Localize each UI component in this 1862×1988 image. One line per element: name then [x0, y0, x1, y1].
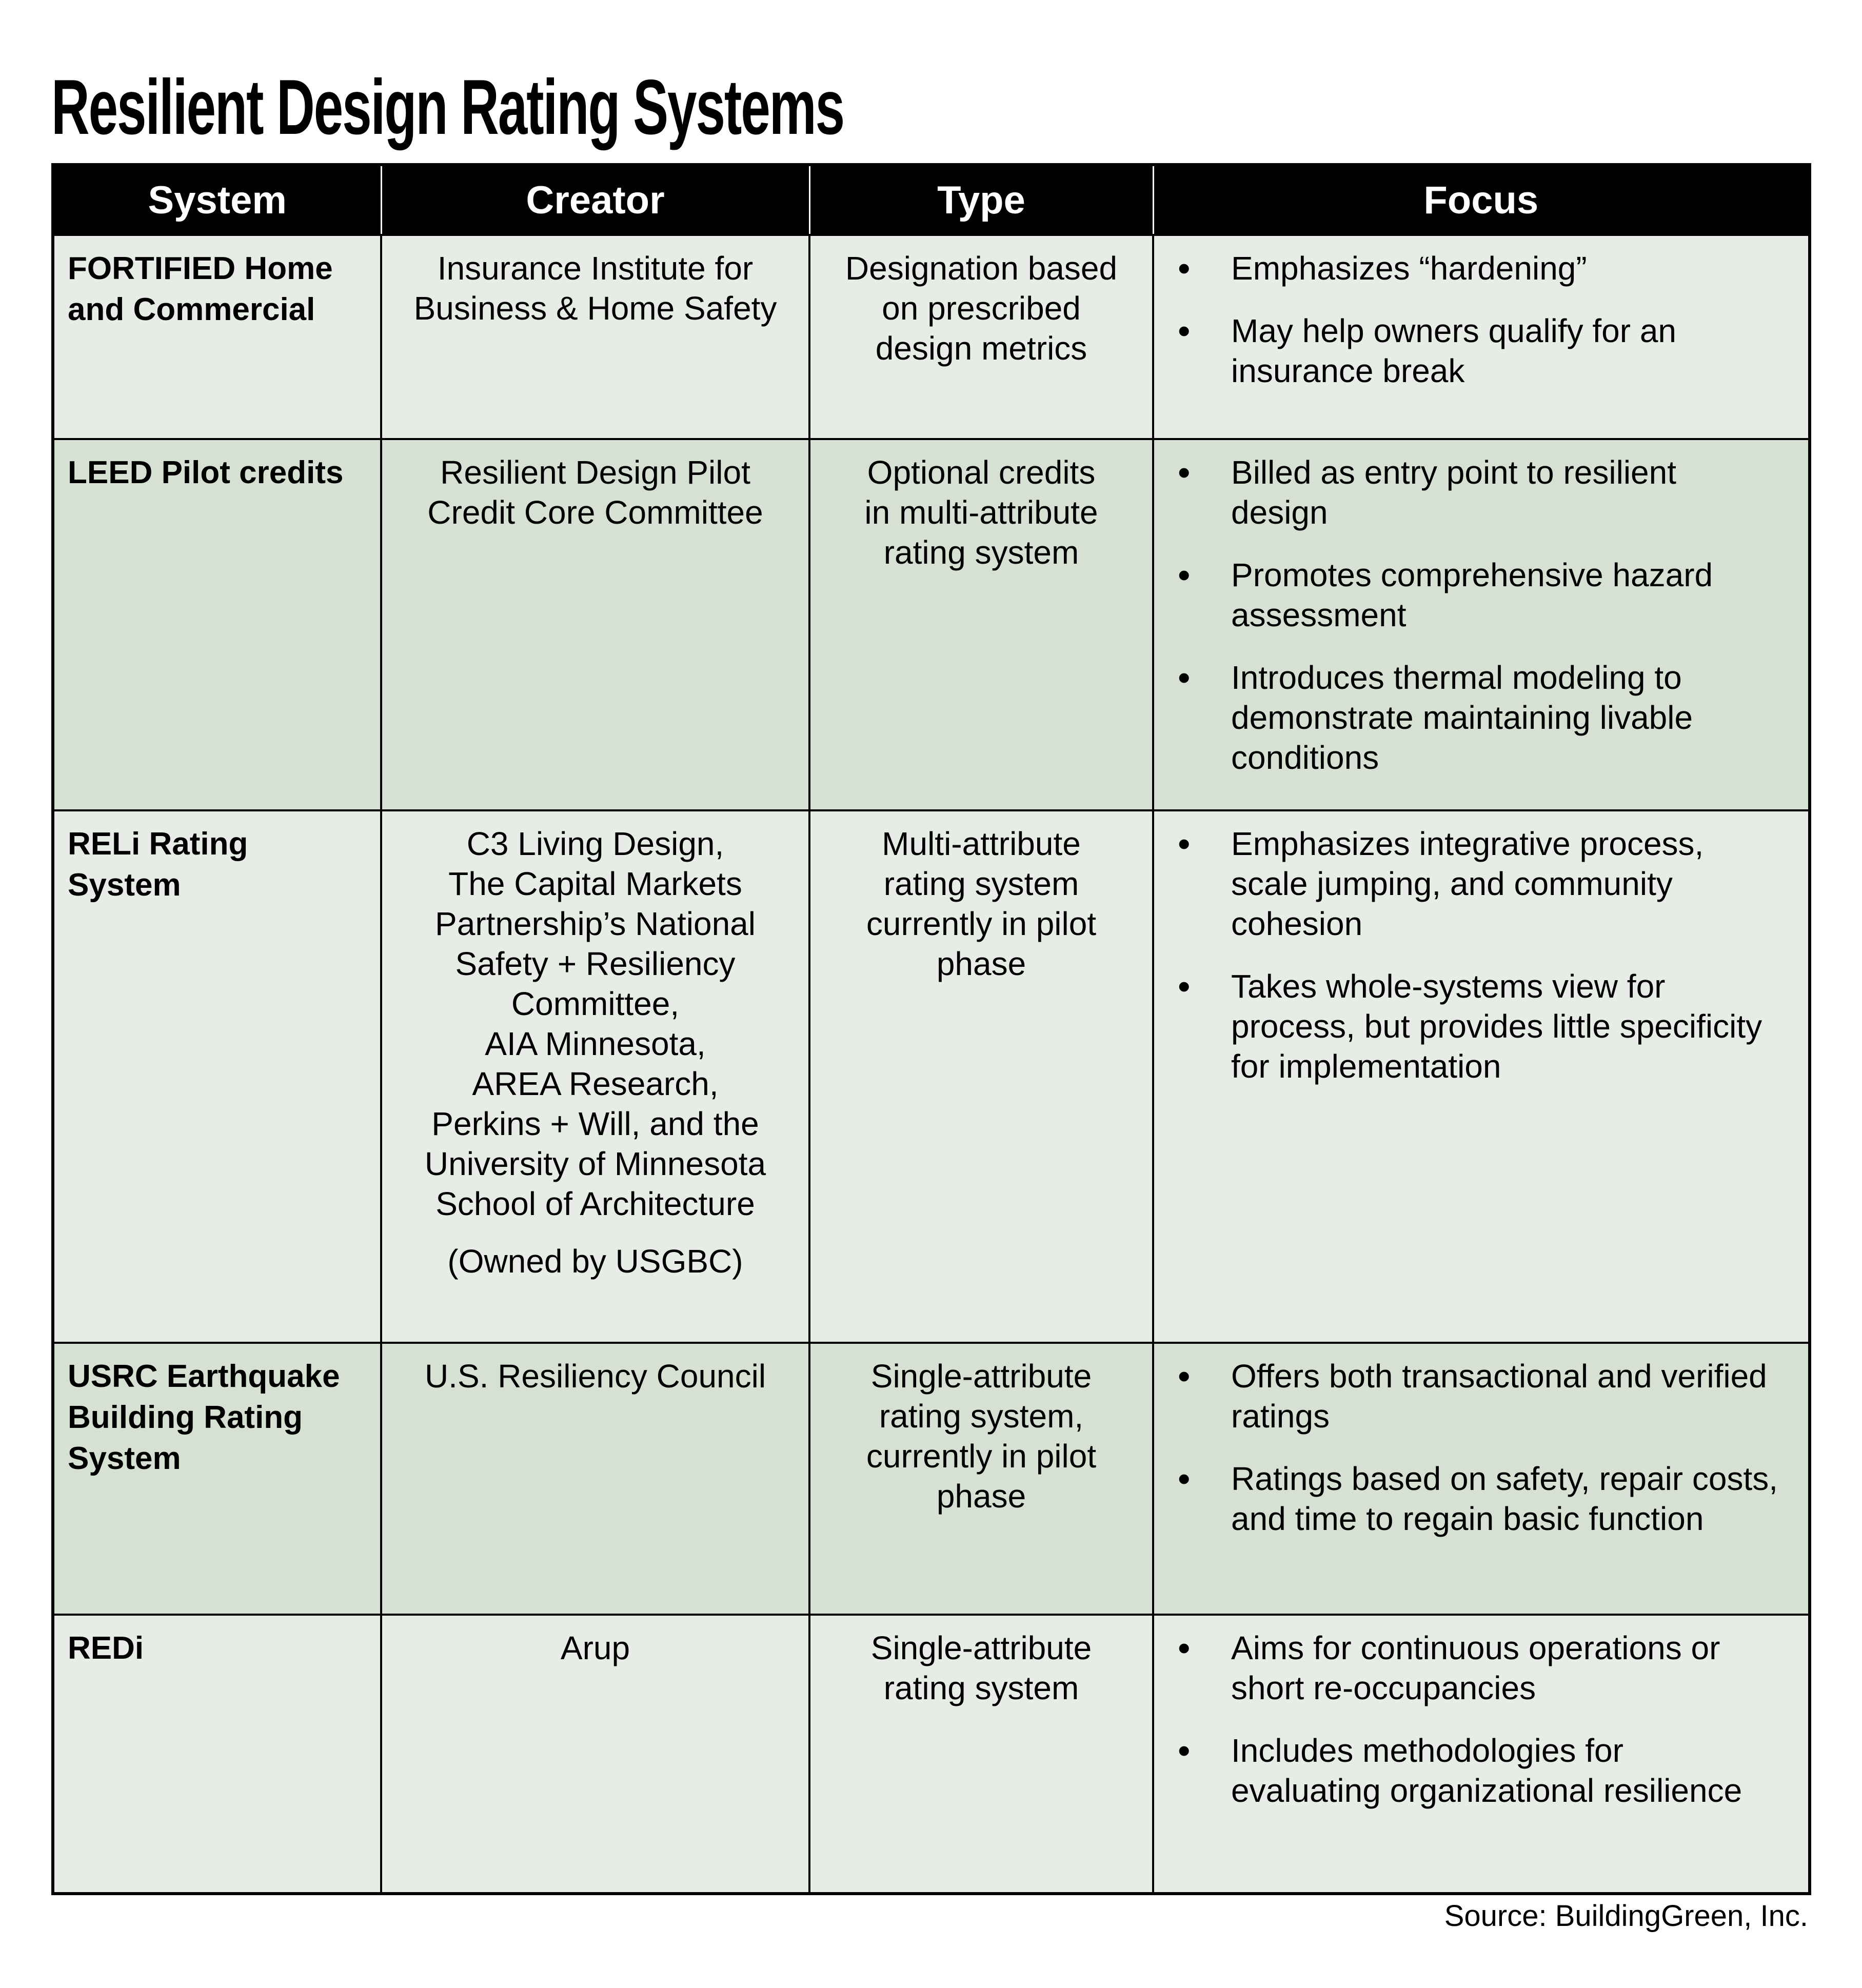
header-row: [53, 165, 1810, 235]
type-line: on prescribed: [882, 290, 1081, 327]
cell-system: [53, 235, 381, 439]
creator-line: School of Architecture: [435, 1185, 755, 1222]
cell-focus: [1153, 810, 1810, 1343]
bullet-item: [1178, 1731, 1779, 1811]
creator-line: Resilient Design Pilot: [440, 454, 750, 491]
bullet-item: [1178, 966, 1779, 1086]
column-header-creator: Creator: [381, 165, 809, 235]
column-header-system: System: [53, 165, 381, 235]
bullet-item: [1178, 1459, 1779, 1539]
focus-bullet-text: Emphasizes integrative process, scale jumping, and community cohesion: [1231, 825, 1704, 942]
system-name-line: RELi Rating: [68, 826, 248, 862]
system-name-line: System: [68, 1441, 181, 1476]
bullet-icon: •: [1178, 1356, 1191, 1396]
creator-line: U.S. Resiliency Council: [424, 1358, 766, 1395]
creator-line: Insurance Institute for: [437, 250, 754, 287]
bullet-icon: •: [1178, 248, 1191, 288]
bullet-item: [1178, 658, 1779, 778]
focus-bullet-text: Emphasizes “hardening”: [1231, 250, 1587, 287]
table-row: [53, 235, 1810, 439]
bullet-item: [1178, 555, 1779, 635]
creator-line: AIA Minnesota,: [485, 1025, 706, 1062]
creator-line: Credit Core Committee: [427, 494, 763, 531]
rating-systems-table: [51, 163, 1811, 1895]
bullet-item: [1178, 311, 1779, 391]
system-name-line: USRC Earthquake: [68, 1359, 340, 1394]
creator-line: Partnership’s National: [435, 905, 756, 942]
cell-system: [53, 439, 381, 810]
type-line: phase: [936, 945, 1026, 982]
system-name-line: System: [68, 867, 181, 903]
page-title: Resilient Design Rating Systems: [51, 64, 844, 151]
table-row: [53, 1343, 1810, 1615]
table-row: [53, 810, 1810, 1343]
bullet-icon: •: [1178, 555, 1191, 595]
bullet-icon: •: [1178, 311, 1191, 351]
bullet-icon: •: [1178, 452, 1191, 492]
focus-bullet-text: May help owners qualify for an insurance break: [1231, 312, 1676, 389]
type-line: Single-attribute: [870, 1358, 1092, 1395]
column-header-focus: Focus: [1153, 165, 1810, 235]
cell-type: [809, 235, 1153, 439]
focus-bullet-text: Billed as entry point to resilient design: [1231, 454, 1676, 531]
bullet-item: [1178, 824, 1779, 944]
creator-spacer: [391, 1224, 799, 1241]
table-body: [53, 235, 1810, 1894]
system-name-line: LEED Pilot credits: [68, 455, 344, 490]
creator-line: Committee,: [511, 985, 680, 1022]
type-line: in multi-attribute: [864, 494, 1098, 531]
cell-type: [809, 1343, 1153, 1615]
focus-bullet-text: Includes methodologies for evaluating organizational resilience: [1231, 1732, 1742, 1809]
cell-type: [809, 439, 1153, 810]
cell-system: [53, 1343, 381, 1615]
cell-focus: [1153, 439, 1810, 810]
system-name-line: Building Rating: [68, 1400, 303, 1435]
cell-system: [53, 1615, 381, 1894]
bullet-icon: •: [1178, 1628, 1191, 1668]
bullet-item: [1178, 452, 1779, 532]
focus-bullet-text: Introduces thermal modeling to demonstrate maintaining livable conditions: [1231, 659, 1693, 776]
cell-focus: [1153, 1615, 1810, 1894]
focus-bullet-text: Offers both transactional and verified ratings: [1231, 1358, 1767, 1435]
type-line: Optional credits: [867, 454, 1096, 491]
creator-line: University of Minnesota: [424, 1145, 766, 1182]
type-line: currently in pilot: [866, 1438, 1097, 1475]
cell-creator: [381, 810, 809, 1343]
system-name-line: and Commercial: [68, 292, 315, 327]
source-note: Source: BuildingGreen, Inc.: [1444, 1899, 1808, 1933]
cell-creator: [381, 235, 809, 439]
table-header-row: [53, 165, 1810, 235]
creator-line: Safety + Resiliency: [455, 945, 736, 982]
cell-focus: [1153, 1343, 1810, 1615]
type-line: currently in pilot: [866, 905, 1097, 942]
cell-system: [53, 810, 381, 1343]
creator-line: C3 Living Design,: [466, 825, 724, 862]
type-line: rating system,: [879, 1398, 1084, 1435]
type-line: rating system: [883, 534, 1079, 571]
cell-creator: [381, 1615, 809, 1894]
focus-bullet-text: Ratings based on safety, repair costs, and time to regain basic function: [1231, 1460, 1778, 1537]
cell-type: [809, 810, 1153, 1343]
cell-creator: [381, 1343, 809, 1615]
focus-bullet-text: Aims for continuous operations or short re-occupancies: [1231, 1629, 1720, 1706]
system-name-line: REDi: [68, 1631, 144, 1666]
bullet-icon: •: [1178, 824, 1191, 864]
type-line: rating system: [883, 1669, 1079, 1706]
type-line: Single-attribute: [870, 1629, 1092, 1666]
creator-line: (Owned by USGBC): [447, 1243, 743, 1280]
type-line: phase: [936, 1478, 1026, 1515]
bullet-item: [1178, 1356, 1779, 1436]
table-row: [53, 439, 1810, 810]
cell-creator: [381, 439, 809, 810]
type-line: Multi-attribute: [882, 825, 1081, 862]
cell-focus: [1153, 235, 1810, 439]
focus-bullet-text: Takes whole-systems view for process, but provides little specificity for implementation: [1231, 968, 1762, 1085]
bullet-item: [1178, 248, 1779, 288]
creator-line: Arup: [560, 1629, 630, 1666]
column-header-type: Type: [809, 165, 1153, 235]
creator-line: AREA Research,: [472, 1065, 719, 1102]
creator-line: Business & Home Safety: [413, 290, 777, 327]
bullet-icon: •: [1178, 966, 1191, 1006]
type-line: design metrics: [875, 330, 1087, 367]
cell-type: [809, 1615, 1153, 1894]
type-line: rating system: [883, 865, 1079, 902]
bullet-icon: •: [1178, 658, 1191, 698]
focus-bullet-text: Promotes comprehensive hazard assessment: [1231, 556, 1713, 633]
table-row: [53, 1615, 1810, 1894]
creator-line: Perkins + Will, and the: [431, 1105, 759, 1142]
creator-line: The Capital Markets: [448, 865, 742, 902]
bullet-item: [1178, 1628, 1779, 1708]
system-name-line: FORTIFIED Home: [68, 251, 333, 286]
bullet-icon: •: [1178, 1731, 1191, 1771]
type-line: Designation based: [845, 250, 1118, 287]
bullet-icon: •: [1178, 1459, 1191, 1499]
